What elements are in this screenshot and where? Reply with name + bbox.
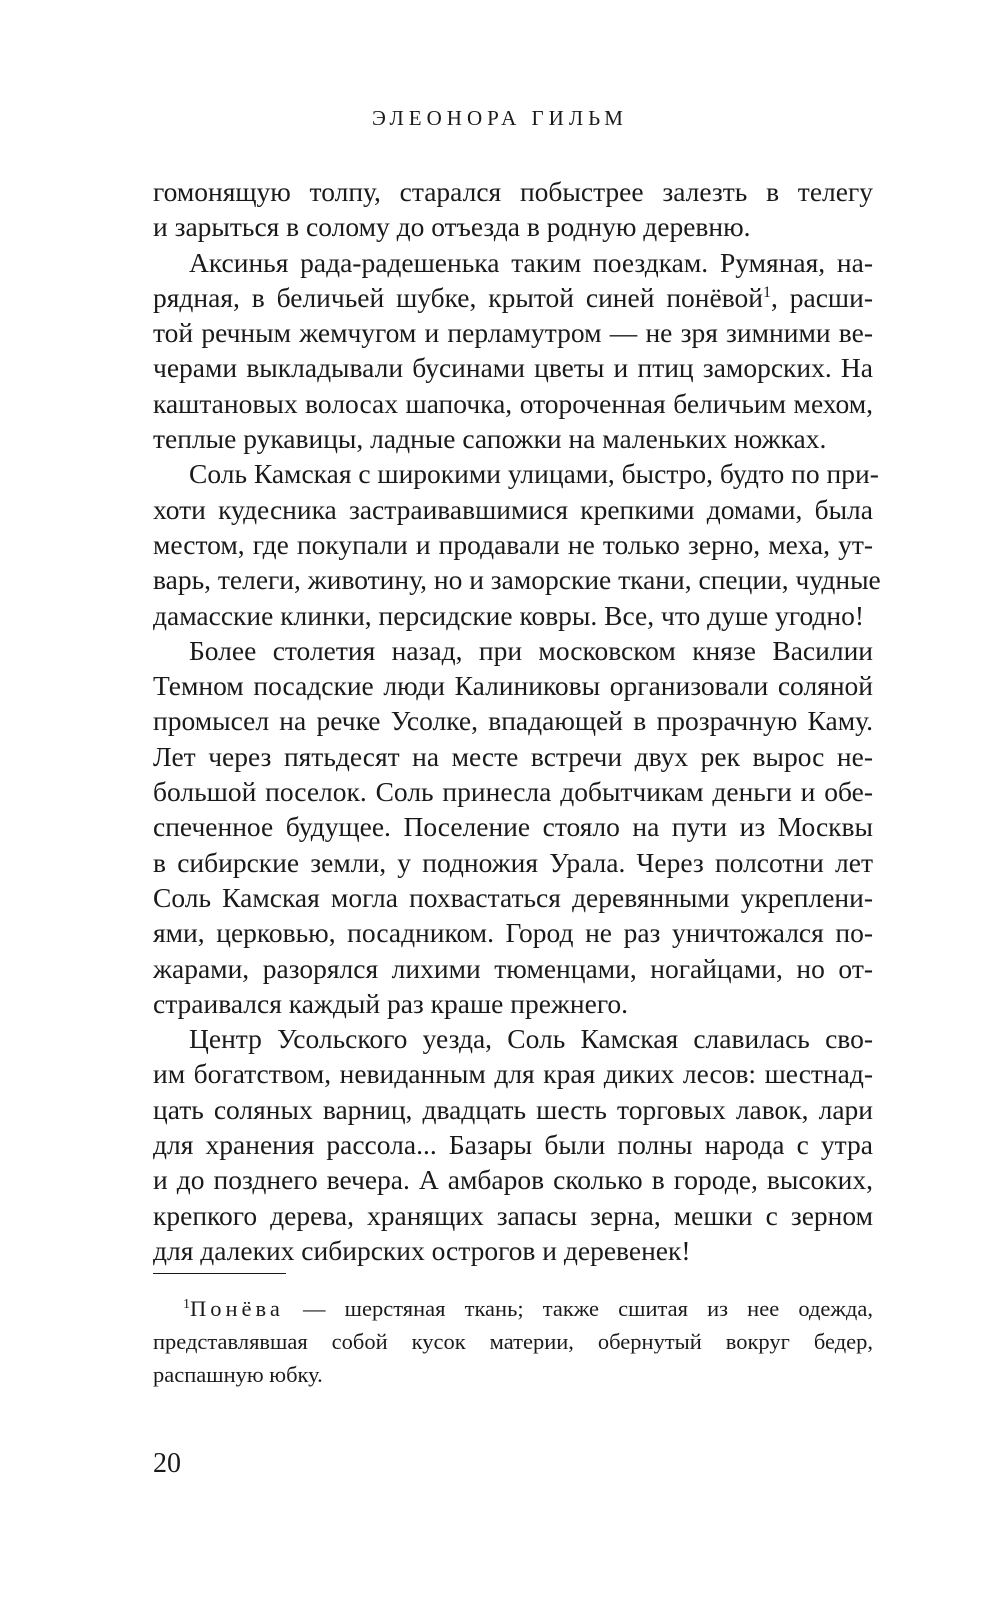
text-line: Лет через пятьдесят на месте встречи двух рек вырос не- xyxy=(153,740,873,772)
text-line: Более столетия назад, при московском князе Василии xyxy=(189,634,873,666)
text-line: страивался каждый раз краше прежнего. xyxy=(153,987,629,1019)
footnote-term: Понёва xyxy=(190,1296,284,1321)
footnote-marker: 1 xyxy=(183,1297,190,1312)
text-line: гомонящую толпу, старался побыстрее залезть в телегу xyxy=(153,176,873,207)
text-line: Соль Камская могла похвастаться деревянными укреплени- xyxy=(153,881,873,913)
text-line: для хранения рассола... Базары были полны народа с утра xyxy=(153,1129,873,1161)
footnote xyxy=(153,1292,873,1391)
text-fragment: , расши- xyxy=(771,281,873,313)
footnote-reference[interactable]: 1 xyxy=(763,283,771,301)
text-line: Темном посадские люди Калиниковы организовали соляной xyxy=(153,670,873,702)
running-header: ЭЛЕОНОРА ГИЛЬМ xyxy=(372,106,628,130)
main-text xyxy=(153,174,881,1268)
text-line: Аксинья рада-радешенька таким поездкам. Румяная, на- xyxy=(189,246,873,278)
text-line: и до позднего вечера. А амбаров сколько в городе, высоких, xyxy=(153,1164,873,1196)
text-line: ями, церковью, посадником. Город не раз уничтожался по- xyxy=(153,917,873,949)
text-line: каштановых волосах шапочка, отороченная беличьим мехом, xyxy=(153,387,873,419)
text-line: той речным жемчугом и перламутром — не зря зимними ве- xyxy=(153,317,873,349)
text-line: цать соляных варниц, двадцать шесть торговых лавок, лари xyxy=(153,1093,873,1125)
text-line: черами выкладывали бусинами цветы и птиц заморских. На xyxy=(153,352,873,384)
footnote-line xyxy=(153,1292,873,1325)
text-line: хоти кудесника застраивавшимися крепкими домами, была xyxy=(153,493,873,525)
page-number: 20 xyxy=(153,1448,181,1479)
text-line-with-footnote xyxy=(153,280,873,315)
text-line: Соль Камская с широкими улицами, быстро, будто по при- xyxy=(189,458,879,490)
text-fragment: рядная, в беличьей шубке, крытой синей понёвой xyxy=(153,281,763,313)
text-line: большой поселок. Соль принесла добытчикам деньги и обе- xyxy=(153,776,873,808)
footnote-line: представлявшая собой кусок материи, обернутый вокруг бедер, xyxy=(153,1329,873,1354)
footnote-text: — шерстяная ткань; также сшитая из нее одежда, xyxy=(283,1296,873,1321)
text-line: жарами, разорялся лихими тюменцами, ногайцами, но от- xyxy=(153,952,873,984)
footnote-line: распашную юбку. xyxy=(153,1362,323,1387)
text-line: промысел на речке Усолке, впадающей в прозрачную Каму. xyxy=(153,705,873,737)
footnote-divider xyxy=(153,1273,286,1274)
text-line: спеченное будущее. Поселение стояло на пути из Москвы xyxy=(153,811,873,843)
text-line: дамасские клинки, персидские ковры. Все, что душе угодно! xyxy=(153,599,865,631)
text-line: и зарыться в солому до отъезда в родную деревню. xyxy=(153,211,751,243)
text-line: местом, где покупали и продавали не только зерно, меха, ут- xyxy=(153,528,873,560)
text-line: в сибирские земли, у подножия Урала. Через полсотни лет xyxy=(153,846,873,878)
text-line: Центр Усольского уезда, Соль Камская славилась сво- xyxy=(189,1023,873,1055)
text-line: крепкого дерева, хранящих запасы зерна, мешки с зерном xyxy=(153,1199,873,1231)
text-line: им богатством, невиданным для края диких лесов: шестнад- xyxy=(153,1058,873,1090)
text-line: для далеких сибирских острогов и деревенек! xyxy=(153,1234,691,1266)
text-line: теплые рукавицы, ладные сапожки на маленьких ножках. xyxy=(153,423,827,455)
text-line: варь, телеги, животину, но и заморские ткани, специи, чудные xyxy=(153,564,881,596)
